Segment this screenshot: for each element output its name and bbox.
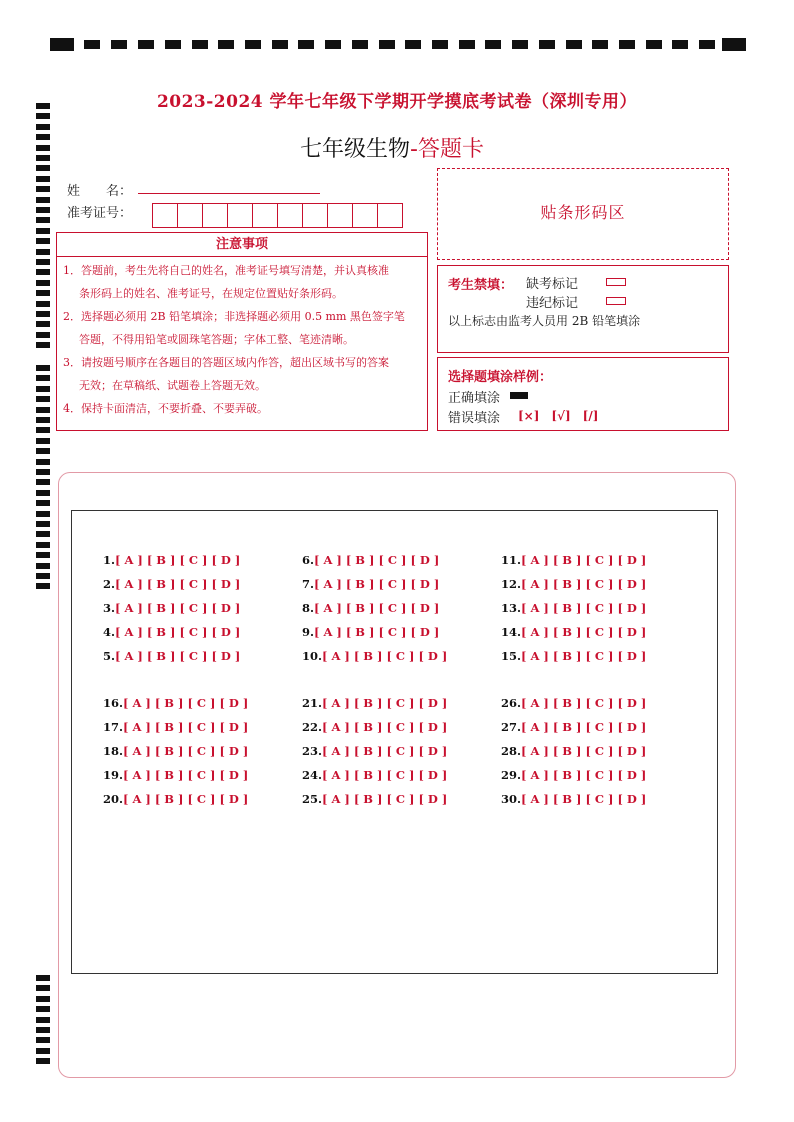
choice-question[interactable] (103, 553, 240, 567)
question-number: 9. (302, 625, 315, 639)
notice-item: 2．选择题必须用 2B 铅笔填涂；非选择题必须用 0.5 mm 黑色签字笔 (63, 310, 405, 323)
timing-mark (36, 165, 50, 171)
notice-title: 注意事项 (57, 233, 427, 257)
wrong-mark-cross: [×] (518, 409, 540, 423)
answer-options[interactable]: [ A ] [ B ] [ C ] [ D ] (521, 792, 647, 806)
exam-id-digit-box[interactable] (177, 203, 203, 228)
timing-mark (36, 301, 50, 307)
timing-mark (36, 996, 50, 1002)
question-number: 17. (103, 720, 124, 734)
answer-options[interactable]: [ A ] [ B ] [ C ] [ D ] (123, 768, 249, 782)
answer-options[interactable]: [ A ] [ B ] [ C ] [ D ] (123, 696, 249, 710)
choice-question[interactable] (103, 768, 248, 782)
timing-mark (36, 176, 50, 182)
choice-question[interactable] (302, 625, 439, 639)
question-number: 26. (501, 696, 522, 710)
card-title-suffix: -答题卡 (410, 137, 484, 162)
choice-question[interactable] (302, 744, 447, 758)
id-label: 准考证号： (67, 206, 133, 221)
question-number: 20. (103, 792, 124, 806)
choice-question[interactable] (302, 792, 447, 806)
choice-question[interactable] (103, 744, 248, 758)
timing-mark (699, 40, 715, 49)
timing-mark (36, 427, 50, 433)
choice-question[interactable] (302, 649, 447, 663)
answer-options[interactable]: [ A ] [ B ] [ C ] [ D ] (521, 625, 647, 639)
timing-mark (111, 40, 127, 49)
exam-id-digit-box[interactable] (152, 203, 178, 228)
question-number: 3. (103, 601, 116, 615)
wrong-fill-label: 错误填涂 (448, 411, 501, 426)
question-number: 11. (501, 553, 522, 567)
answer-options[interactable]: [ A ] [ B ] [ C ] [ D ] (314, 625, 440, 639)
timing-mark (36, 280, 50, 286)
question-number: 19. (103, 768, 124, 782)
choice-question[interactable] (302, 601, 439, 615)
choice-question[interactable] (302, 553, 439, 567)
question-number: 22. (302, 720, 323, 734)
wrong-mark-slash: [/] (582, 409, 599, 423)
violation-mark-box[interactable] (606, 297, 626, 305)
question-number: 2. (103, 577, 116, 591)
timing-mark (36, 985, 50, 991)
question-number: 7. (302, 577, 315, 591)
answer-options[interactable]: [ A ] [ B ] [ C ] [ D ] (115, 649, 241, 663)
timing-mark (36, 563, 50, 569)
choice-question[interactable] (501, 768, 646, 782)
timing-mark (36, 583, 50, 589)
wrong-mark-check: [√] (551, 409, 571, 423)
question-number: 10. (302, 649, 323, 663)
answer-options[interactable]: [ A ] [ B ] [ C ] [ D ] (521, 577, 647, 591)
top-timing-marks (50, 38, 746, 52)
timing-mark (36, 1017, 50, 1023)
exam-id-digit-box[interactable] (252, 203, 278, 228)
choice-question[interactable] (501, 720, 646, 734)
notice-item: 4．保持卡面清洁，不要折叠、不要弄破。 (63, 402, 268, 415)
notice-item: 3．请按题号顺序在各题目的答题区域内作答，超出区域书写的答案 (63, 356, 389, 369)
notice-item: 无效；在草稿纸、试题卷上答题无效。 (79, 379, 266, 392)
timing-mark (245, 40, 261, 49)
question-number: 1. (103, 553, 116, 567)
timing-mark (36, 975, 50, 981)
choice-question[interactable] (501, 601, 646, 615)
choice-question[interactable] (302, 720, 447, 734)
question-number: 4. (103, 625, 116, 639)
question-number: 30. (501, 792, 522, 806)
timing-mark (722, 38, 746, 51)
name-label: 姓 名： (67, 184, 133, 199)
correct-fill-mark (510, 392, 528, 399)
answer-options[interactable]: [ A ] [ B ] [ C ] [ D ] (521, 744, 647, 758)
answer-options[interactable]: [ A ] [ B ] [ C ] [ D ] (322, 649, 448, 663)
question-number: 16. (103, 696, 124, 710)
timing-mark (36, 228, 50, 234)
timing-mark (36, 438, 50, 444)
timing-mark (36, 375, 50, 381)
answer-options[interactable]: [ A ] [ B ] [ C ] [ D ] (115, 553, 241, 567)
wrong-fill-marks (518, 409, 610, 423)
timing-mark (36, 479, 50, 485)
answer-options[interactable]: [ A ] [ B ] [ C ] [ D ] (322, 696, 448, 710)
notice-item: 条形码上的姓名、准考证号，在规定位置贴好条形码。 (79, 287, 343, 300)
choice-question[interactable] (103, 577, 240, 591)
answer-options[interactable]: [ A ] [ B ] [ C ] [ D ] (314, 553, 440, 567)
answer-options[interactable]: [ A ] [ B ] [ C ] [ D ] (115, 625, 241, 639)
choice-question[interactable] (501, 792, 646, 806)
answer-options[interactable]: [ A ] [ B ] [ C ] [ D ] (115, 577, 241, 591)
choice-question[interactable] (501, 696, 646, 710)
timing-mark (36, 113, 50, 119)
timing-mark (36, 417, 50, 423)
exam-id-digit-box[interactable] (227, 203, 253, 228)
timing-mark (36, 217, 50, 223)
answer-options[interactable]: [ A ] [ B ] [ C ] [ D ] (521, 696, 647, 710)
timing-mark (36, 459, 50, 465)
timing-mark (36, 521, 50, 527)
timing-mark (432, 40, 448, 49)
answer-options[interactable]: [ A ] [ B ] [ C ] [ D ] (322, 744, 448, 758)
exam-id-digit-box[interactable] (202, 203, 228, 228)
choice-question[interactable] (302, 768, 447, 782)
timing-mark (36, 407, 50, 413)
timing-mark (512, 40, 528, 49)
timing-mark (36, 259, 50, 265)
choice-question[interactable] (103, 696, 248, 710)
timing-mark (459, 40, 475, 49)
timing-mark (566, 40, 582, 49)
exam-id-boxes[interactable] (152, 203, 402, 228)
notice-item: 答题，不得用铅笔或圆珠笔答题；字体工整、笔迹清晰。 (79, 333, 354, 346)
choice-question[interactable] (501, 625, 646, 639)
answer-options[interactable]: [ A ] [ B ] [ C ] [ D ] (521, 553, 647, 567)
timing-mark (165, 40, 181, 49)
examiner-only-box (437, 265, 729, 353)
timing-mark (36, 1027, 50, 1033)
answer-options[interactable]: [ A ] [ B ] [ C ] [ D ] (314, 601, 440, 615)
timing-mark (36, 573, 50, 579)
timing-mark (36, 531, 50, 537)
timing-mark (36, 186, 50, 192)
choice-question[interactable] (501, 553, 646, 567)
answer-options[interactable]: [ A ] [ B ] [ C ] [ D ] (123, 744, 249, 758)
timing-mark (36, 1058, 50, 1064)
absent-label: 缺考标记 (526, 277, 579, 292)
question-number: 23. (302, 744, 323, 758)
choice-question[interactable] (501, 649, 646, 663)
timing-mark (36, 469, 50, 475)
question-number: 14. (501, 625, 522, 639)
timing-mark (36, 342, 50, 348)
correct-fill-label: 正确填涂 (448, 391, 501, 406)
answer-options[interactable]: [ A ] [ B ] [ C ] [ D ] (322, 792, 448, 806)
timing-mark (36, 197, 50, 203)
timing-mark (36, 1048, 50, 1054)
question-number: 21. (302, 696, 323, 710)
violation-label: 违纪标记 (526, 296, 579, 311)
timing-mark (646, 40, 662, 49)
answer-options[interactable]: [ A ] [ B ] [ C ] [ D ] (521, 768, 647, 782)
question-number: 15. (501, 649, 522, 663)
exam-id-digit-box[interactable] (377, 203, 403, 228)
name-field[interactable] (138, 193, 320, 194)
fill-sample-box (437, 357, 729, 431)
timing-mark (50, 38, 74, 51)
timing-mark (36, 332, 50, 338)
timing-mark (592, 40, 608, 49)
timing-mark (36, 542, 50, 548)
ban-note: 以上标志由监考人员用 2B 铅笔填涂 (448, 314, 641, 328)
timing-mark (36, 238, 50, 244)
timing-mark (36, 155, 50, 161)
question-number: 24. (302, 768, 323, 782)
answer-options[interactable]: [ A ] [ B ] [ C ] [ D ] (521, 649, 647, 663)
timing-mark (36, 490, 50, 496)
timing-mark (352, 40, 368, 49)
notice-box (56, 232, 428, 431)
timing-mark (36, 207, 50, 213)
timing-mark (539, 40, 555, 49)
timing-mark (672, 40, 688, 49)
timing-mark (36, 500, 50, 506)
timing-mark (36, 134, 50, 140)
timing-mark (218, 40, 234, 49)
timing-mark (138, 40, 154, 49)
timing-mark (36, 396, 50, 402)
exam-id-digit-box[interactable] (302, 203, 328, 228)
timing-mark (485, 40, 501, 49)
card-title (300, 132, 484, 163)
exam-id-digit-box[interactable] (352, 203, 378, 228)
timing-mark (379, 40, 395, 49)
timing-mark (36, 124, 50, 130)
timing-mark (325, 40, 341, 49)
answer-options[interactable]: [ A ] [ B ] [ C ] [ D ] (521, 720, 647, 734)
answer-options[interactable]: [ A ] [ B ] [ C ] [ D ] (322, 768, 448, 782)
timing-mark (272, 40, 288, 49)
timing-mark (36, 511, 50, 517)
timing-mark (84, 40, 100, 49)
sample-title: 选择题填涂样例： (448, 370, 553, 385)
timing-mark (36, 1006, 50, 1012)
timing-mark (298, 40, 314, 49)
question-number: 12. (501, 577, 522, 591)
timing-mark (36, 145, 50, 151)
question-number: 5. (103, 649, 116, 663)
question-number: 27. (501, 720, 522, 734)
timing-mark (192, 40, 208, 49)
question-number: 8. (302, 601, 315, 615)
answer-options[interactable]: [ A ] [ B ] [ C ] [ D ] (123, 720, 249, 734)
timing-mark (619, 40, 635, 49)
answer-options[interactable]: [ A ] [ B ] [ C ] [ D ] (322, 720, 448, 734)
question-number: 13. (501, 601, 522, 615)
answer-options[interactable]: [ A ] [ B ] [ C ] [ D ] (115, 601, 241, 615)
answer-options[interactable]: [ A ] [ B ] [ C ] [ D ] (521, 601, 647, 615)
timing-mark (36, 290, 50, 296)
choice-question[interactable] (302, 696, 447, 710)
question-number: 28. (501, 744, 522, 758)
choice-question[interactable] (501, 577, 646, 591)
choice-question[interactable] (103, 792, 248, 806)
exam-id-digit-box[interactable] (327, 203, 353, 228)
timing-mark (36, 269, 50, 275)
question-number: 18. (103, 744, 124, 758)
ban-title: 考生禁填： (448, 278, 514, 293)
timing-mark (36, 311, 50, 317)
choice-question[interactable] (501, 744, 646, 758)
timing-mark (36, 321, 50, 327)
timing-mark (36, 249, 50, 255)
choice-question[interactable] (103, 625, 240, 639)
question-number: 25. (302, 792, 323, 806)
timing-mark (36, 448, 50, 454)
timing-mark (405, 40, 421, 49)
timing-mark (36, 1037, 50, 1043)
answer-options[interactable]: [ A ] [ B ] [ C ] [ D ] (314, 577, 440, 591)
choice-question[interactable] (103, 601, 240, 615)
exam-title: 2023-2024 学年七年级下学期开学摸底考试卷（深圳专用） (156, 92, 638, 112)
timing-mark (36, 365, 50, 371)
answer-options[interactable]: [ A ] [ B ] [ C ] [ D ] (123, 792, 249, 806)
question-number: 29. (501, 768, 522, 782)
choice-question[interactable] (103, 720, 248, 734)
notice-item: 1．答题前，考生先将自己的姓名，准考证号填写清楚，并认真核准 (63, 264, 389, 277)
question-number: 6. (302, 553, 315, 567)
choice-question[interactable] (103, 649, 240, 663)
timing-mark (36, 552, 50, 558)
timing-mark (36, 386, 50, 392)
card-title-subject: 七年级生物 (300, 137, 411, 162)
absent-mark-box[interactable] (606, 278, 626, 286)
choice-question[interactable] (302, 577, 439, 591)
exam-id-digit-box[interactable] (277, 203, 303, 228)
barcode-area: 贴条形码区 (437, 168, 729, 260)
